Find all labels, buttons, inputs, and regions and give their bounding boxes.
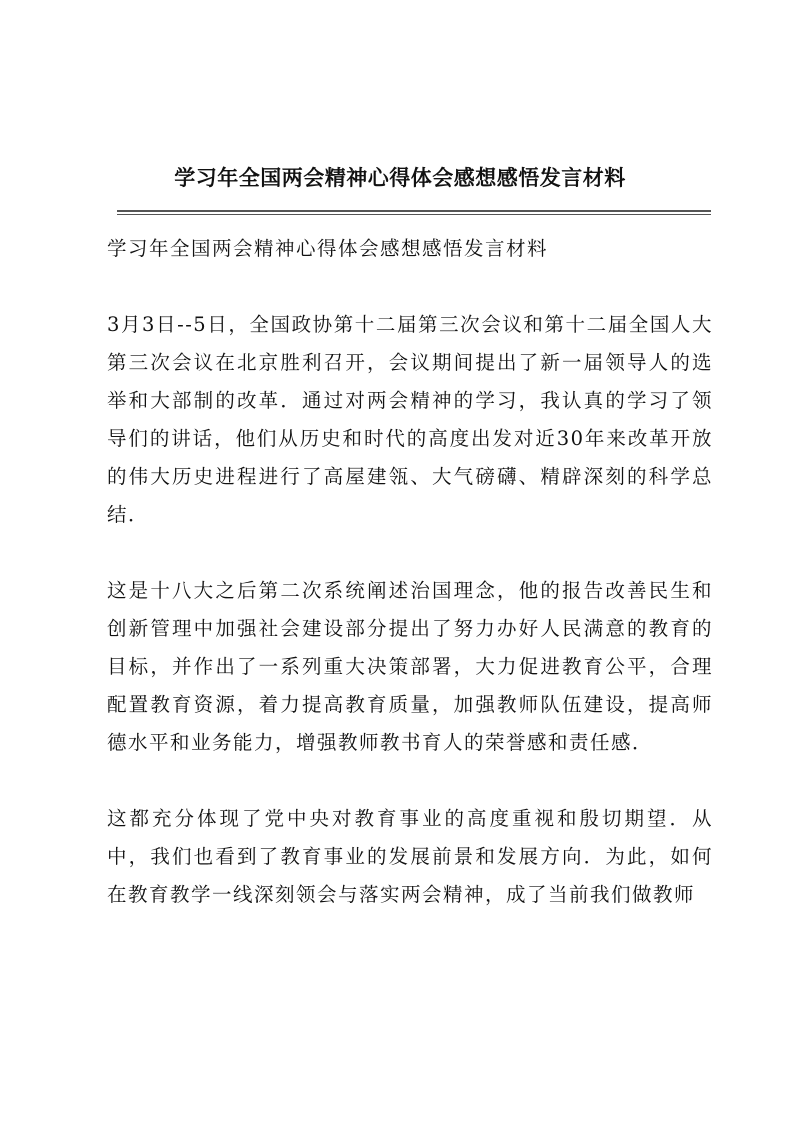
paragraph-2: 这是十八大之后第二次系统阐述治国理念，他的报告改善民生和创新管理中加强社会建设部分提出了努力办好人民满意的教育的目标，并作出了一系列重大决策部署，大力促进教育公平，合理配置教育资源，着力提高教育质量，加强教师队伍建设，提高师德水平和业务能力，增强教师教书育人的荣誉感和责任感．	[107, 579, 713, 754]
paragraph-1: 3月3日--5日，全国政协第十二届第三次会议和第十二届全国人大第三次会议在北京胜利召开，会议期间提出了新一届领导人的选举和大部制的改革．通过对两会精神的学习，我认真的学习了领导们的讲话，他们从历史和时代的高度出发对近30年来改革开放的伟大历史进程进行了高屋建瓴、大气磅礴、精辟深刻的科学总结．	[107, 313, 713, 526]
title-divider	[117, 210, 711, 212]
document-body	[107, 230, 713, 952]
document-title: 学习年全国两会精神心得体会感想感悟发言材料	[174, 165, 626, 190]
document-subtitle: 学习年全国两会精神心得体会感想感悟发言材料	[107, 237, 549, 260]
title-divider-thin	[117, 214, 711, 215]
paragraph-3: 这都充分体现了党中央对教育事业的高度重视和殷切期望．从中，我们也看到了教育事业的发展前景和发展方向．为此，如何在教育教学一线深刻领会与落实两会精神，成了当前我们做教师	[107, 807, 713, 906]
